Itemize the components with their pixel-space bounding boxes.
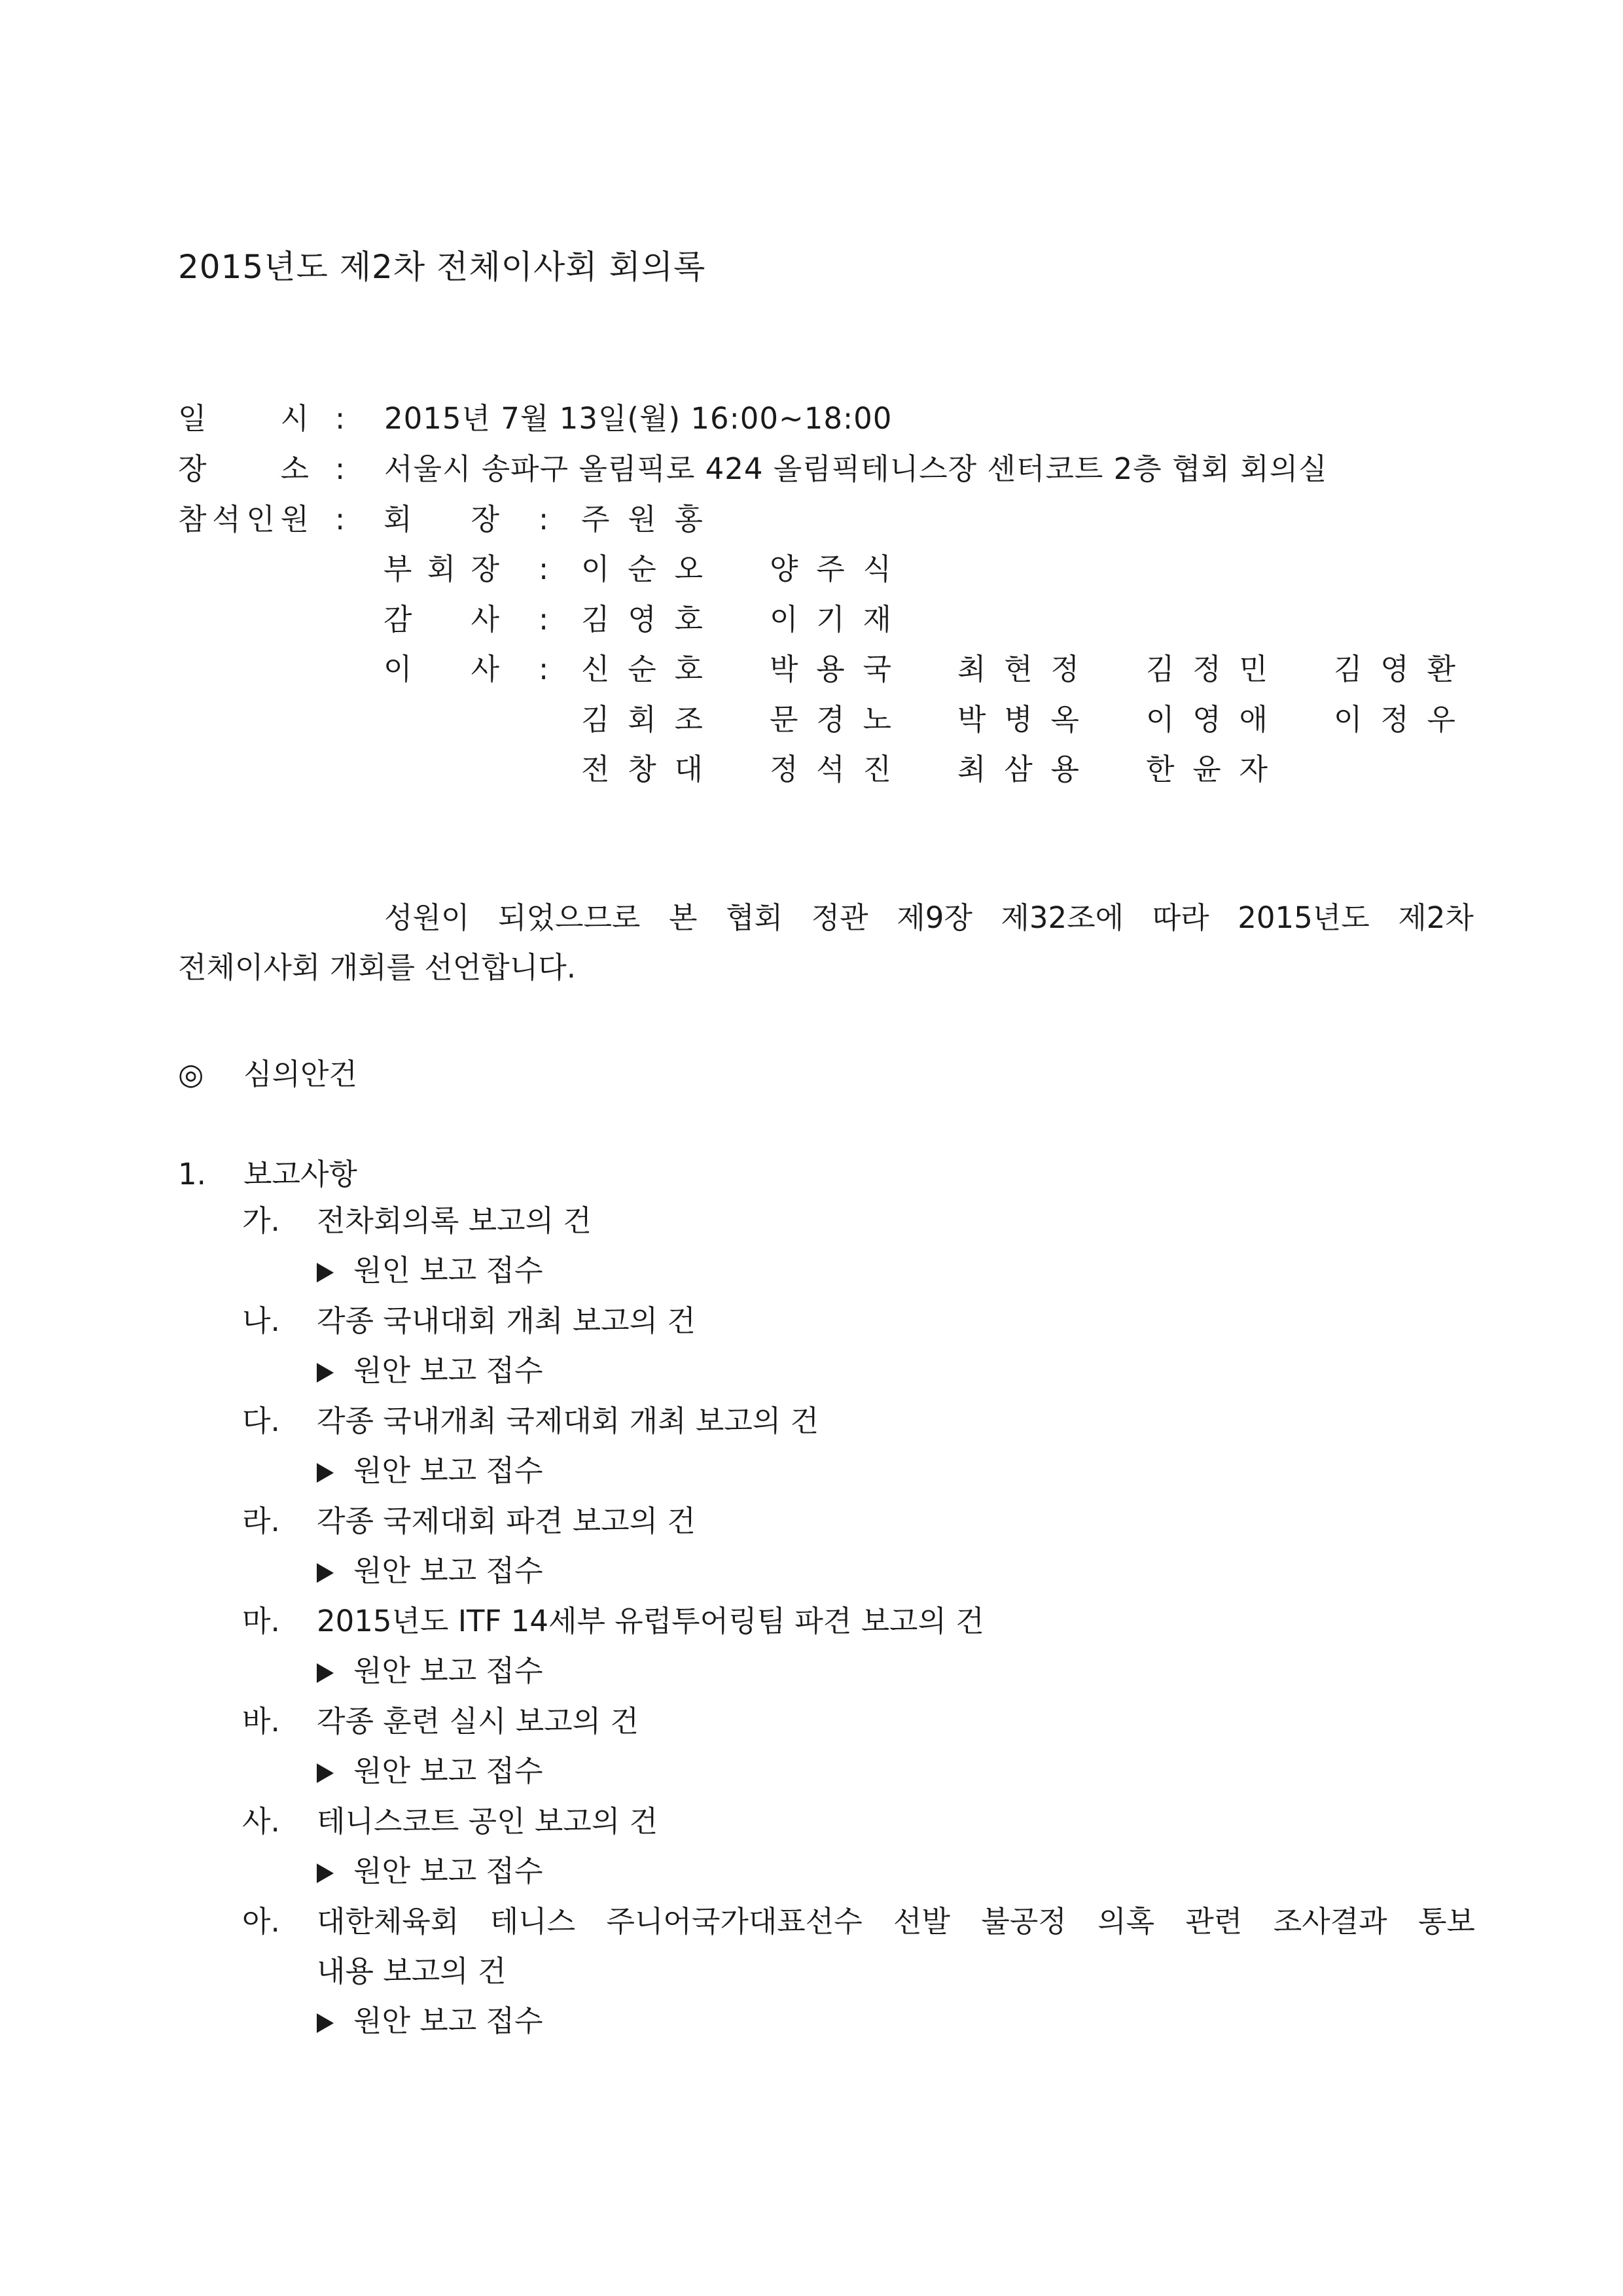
item-action: 원안 보고 접수	[317, 1746, 543, 1796]
document-page: 2015년도 제2차 전체이사회 회의록 일 시 : 2015년 7월 13일(월) 16:00~18:00 장 소 : 서울시 송파구 올림픽로 424 올림픽테니스장 센터코트 2층 협회 회의실 참 석 인 원 : 회 장 : 주 원 홍 부 회 장 : 이 순 오 양 주 식 감 사 : 김 영 호 이 기 재 이 사 : 신 순 호 박 용 국 최 현 정 김 정 민 김 영 환 김 회 조 문 경 노 박 병 옥 이 영 애 이 정 우 전 창 대 정 석 진 최 삼 용 한 윤 자 성원이 되었으므로 본 협회 정관 제9장 제32조에 따라 2015년도 제2차 전체이사회 개회를 선언합니다. ◎ 심의안건 1. 보고사항 가. 전차회의록 보고의 건 원인 보고 접수 나. 각종 국내대회 개최 보고의 건 원안 보고 접수 다. 각종 국내개최 국제대회 개최 보고의 건 원안 보고 접수 라. 각종 국제대회 파견 보고의 건 원안 보고 접수 마. 2015년도 ITF 14세부 유럽투어링팀 파견 보고의 건 원안 보고 접수 바. 각종 훈련 실시 보고의 건 원안 보고 접수 사. 테니스코트 공인 보고의 건 원안 보고 접수 아. 대한체육회 테니스 주니어국가대표선수 선발 불공정 의혹 관련 조사결과 통보 내용 보고의 건 원안 보고 접수	[0, 0, 1623, 2296]
date-label: 일 시	[178, 401, 309, 436]
director-colon: :	[539, 652, 549, 686]
attendee-name: 박 병 옥	[957, 702, 1079, 737]
item-action: 원안 보고 접수	[317, 1546, 543, 1596]
triangle-bullet-icon	[317, 1663, 334, 1683]
attendee-name: 이 정 우	[1334, 702, 1455, 737]
place-value: 서울시 송파구 올림픽로 424 올림픽테니스장 센터코트 2층 협회 회의실	[384, 451, 1328, 486]
place-label: 장 소	[178, 451, 309, 486]
opening-line-1: 성원이 되었으므로 본 협회 정관 제9장 제32조에 따라 2015년도 제2차	[384, 900, 1474, 935]
attendee-name: 주 원 홍	[581, 502, 703, 537]
auditor-role: 감 사	[383, 602, 499, 637]
triangle-bullet-icon	[317, 1563, 334, 1583]
section-title: 보고사항	[243, 1157, 357, 1192]
triangle-bullet-icon	[317, 1763, 334, 1783]
attendee-name: 최 현 정	[957, 652, 1079, 686]
attendee-name: 이 기 재	[770, 602, 891, 637]
vice-chairman-role: 부 회 장	[383, 552, 499, 586]
attendee-name: 신 순 호	[581, 652, 703, 686]
attendee-name: 김 영 환	[1334, 652, 1455, 686]
date-value: 2015년 7월 13일(월) 16:00~18:00	[384, 401, 893, 436]
double-circle-mark: ◎	[178, 1057, 204, 1091]
opening-paragraph	[178, 893, 1474, 993]
attendee-name: 이 영 애	[1146, 702, 1268, 737]
attendee-name: 김 영 호	[581, 602, 703, 637]
attendee-name: 전 창 대	[581, 752, 703, 786]
item-action: 원안 보고 접수	[317, 1996, 543, 2046]
date-colon: :	[335, 401, 346, 436]
triangle-bullet-icon	[317, 1363, 334, 1383]
last-item-text: 대한체육회 테니스 주니어국가대표선수 선발 불공정 의혹 관련 조사결과 통보 내용 보고의 건	[317, 1904, 1475, 1988]
item-action: 원안 보고 접수	[317, 1846, 543, 1896]
triangle-bullet-icon	[317, 1463, 334, 1483]
triangle-bullet-icon	[317, 1263, 334, 1282]
attendees-colon: :	[335, 502, 346, 537]
attendee-name: 최 삼 용	[957, 752, 1079, 786]
vice-chairman-colon: :	[539, 552, 549, 586]
chairman-role: 회 장	[383, 502, 499, 537]
attendee-name: 김 회 조	[581, 702, 703, 737]
attendee-name: 양 주 식	[770, 552, 891, 586]
chairman-colon: :	[539, 502, 549, 537]
opening-line-2: 전체이사회 개회를 선언합니다.	[178, 950, 577, 985]
director-role: 이 사	[383, 652, 499, 686]
attendee-name: 정 석 진	[770, 752, 891, 786]
item-action: 원안 보고 접수	[317, 1346, 543, 1396]
agenda-heading-text: 심의안건	[243, 1057, 357, 1091]
place-colon: :	[335, 451, 346, 486]
attendee-name: 한 윤 자	[1146, 752, 1268, 786]
auditor-colon: :	[539, 602, 549, 637]
attendee-name: 이 순 오	[581, 552, 703, 586]
item-action: 원안 보고 접수	[317, 1646, 543, 1696]
item-action: 원안 보고 접수	[317, 1446, 543, 1496]
attendee-name: 박 용 국	[770, 652, 891, 686]
triangle-bullet-icon	[317, 1863, 334, 1883]
attendee-name: 김 정 민	[1146, 652, 1268, 686]
document-title: 2015년도 제2차 전체이사회 회의록	[178, 248, 706, 286]
agenda-heading	[178, 1050, 357, 1093]
attendees-label: 참 석 인 원	[178, 502, 309, 537]
item-action: 원인 보고 접수	[317, 1246, 543, 1296]
section-reports	[178, 1150, 357, 1193]
attendee-name: 문 경 노	[770, 702, 891, 737]
triangle-bullet-icon	[317, 2013, 334, 2033]
section-number: 1.	[178, 1157, 206, 1192]
